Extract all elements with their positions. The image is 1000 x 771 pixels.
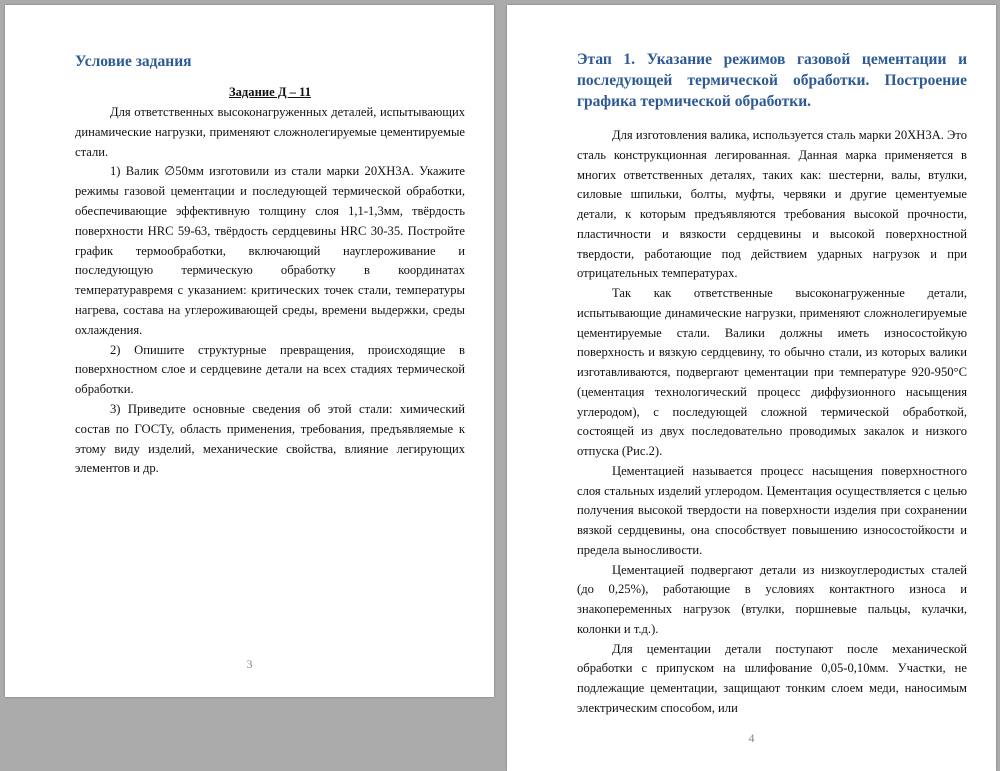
page-3: [5, 5, 494, 697]
paragraph: Для изготовления валика, используется сталь марки 20ХН3А. Это сталь конструкционная легированная. Данная марка применяется в многих ответственных деталях, таких как: шестерни, валы, втулки, силовые шпильки, болты, муфты, червяки и другие цементуемые детали, к которым предъявляются требования высокой прочности, пластичности и вязкости сердцевины и высокой поверхностной твердости, работающие под действием ударных нагрузок и при отрицательных температурах.: [577, 128, 967, 281]
paragraph: Так как ответственные высоконагруженные детали, испытывающие динамические нагрузки, применяют сложнолегируемые цементируемые стали. Валики должны иметь износостойкую поверхность и вязкую сердцевину, то обычно стали, из которых валики изготавливаются, подвергают цементации при температуре 920-950°С (цементация технологический процесс диффузионного насыщения углеродом), с последующей сложной термической обработкой, состоящей из двух последовательно проводимых закалок и низкого отпуска (Рис.2).: [577, 286, 967, 458]
paragraph: Цементацией называется процесс насыщения поверхностного слоя стальных изделий углеродом. Цементация осуществляется с целью получения высокой твердости на поверхности изделия при сохранении вязкой сердцевины, она способствует повышению износостойкости и предела выносливости.: [577, 463, 967, 557]
paragraph: 3) Приведите основные сведения об этой стали: химический состав по ГОСТу, область применения, требования, предъявляемые к этому виду изделий, механические свойства, влияние легирующих элементов и др.: [75, 401, 465, 476]
page-4: [507, 5, 996, 771]
page-body: [75, 103, 465, 479]
paragraph: Для ответственных высоконагруженных деталей, испытывающих динамические нагрузки, применяют сложнолегируемые цементируемые стали.: [75, 105, 465, 159]
task-title: Задание Д – 11: [228, 85, 312, 99]
page-number: 3: [246, 657, 253, 671]
paragraph: 2) Опишите структурные превращения, происходящие в поверхностном слое и сердцевине детали на всех стадиях термической обработки.: [75, 342, 465, 397]
paragraph: 1) Валик ∅50мм изготовили из стали марки 20ХН3А. Укажите режимы газовой цементации и последующей термической обработки, обеспечивающие эффективную толщину слоя 1,1-1,3мм, твёрдость поверхности HRC 59-63, твёрдость сердцевины HRC 30-35. Постройте график термообработки, включающий науглероживание и последующую термическую обработку в координатах температуравремя с указанием: критических точек стали, температуры нагрева, состава на углероживающей среды, времени выдержки, среды охлаждения.: [75, 164, 465, 337]
section-heading: Этап 1. Указание режимов газовой цементации и последующей термической обработки. Построение графика термической обработки.: [577, 51, 967, 110]
section-heading: Условие задания: [75, 53, 192, 70]
page-body: [577, 126, 967, 719]
paragraph: Для цементации детали поступают после механической обработки с припуском на шлифование 0,05-0,10мм. Участки, не подлежащие цементации, защищают тонким слоем меди, наносимым электрическим способом, или: [577, 641, 967, 715]
page-number: 4: [748, 730, 755, 745]
paragraph: Цементацией подвергают детали из низкоуглеродистых сталей (до 0,25%), работающие в условиях контактного износа и знакопеременных нагрузок (втулки, поршневые пальцы, кулачки, колонки и т.д.).: [577, 562, 967, 636]
